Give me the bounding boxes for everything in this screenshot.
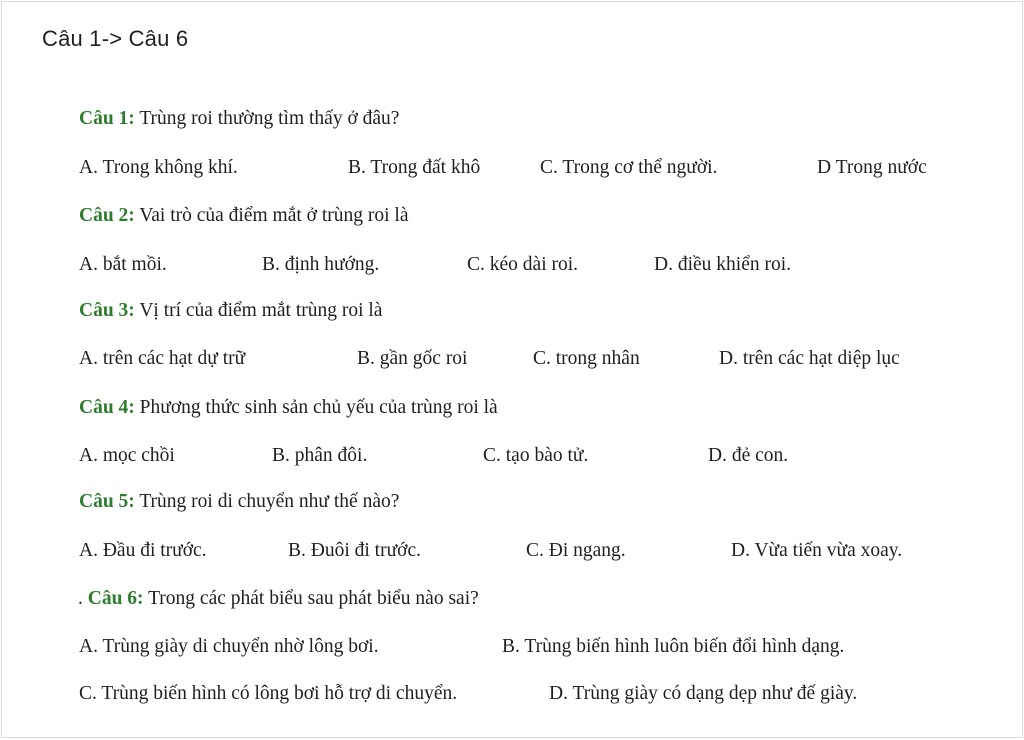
option-1a: A. Trong không khí. — [79, 157, 238, 178]
question-prefix: . — [78, 588, 88, 609]
question-text: Phương thức sinh sản chủ yếu của trùng roi là — [134, 397, 498, 418]
question-4 — [79, 394, 498, 422]
question-2 — [79, 202, 408, 230]
option-3a: A. trên các hạt dự trữ — [79, 348, 246, 369]
question-text: Vai trò của điểm mắt ở trùng roi là — [134, 205, 409, 226]
question-text: Trùng roi thường tìm thấy ở đâu? — [134, 108, 400, 129]
question-number: Câu 6: — [87, 588, 144, 609]
option-1d: D Trong nước — [817, 157, 927, 178]
option-5b: B. Đuôi đi trước. — [288, 540, 421, 561]
option-2b: B. định hướng. — [262, 254, 380, 275]
question-number: Câu 2: — [79, 205, 135, 226]
option-6b: B. Trùng biến hình luôn biến đổi hình dạng. — [502, 636, 845, 657]
document-frame — [1, 1, 1023, 738]
option-2c: C. kéo dài roi. — [467, 254, 579, 275]
option-6c: C. Trùng biến hình có lông bơi hỗ trợ di chuyển. — [79, 683, 458, 704]
option-3c: C. trong nhân — [533, 348, 640, 369]
option-5c: C. Đi ngang. — [526, 540, 626, 561]
question-number: Câu 4: — [79, 397, 135, 418]
question-3 — [79, 297, 382, 325]
option-2a: A. bắt mồi. — [79, 254, 167, 275]
option-1c: C. Trong cơ thể người. — [540, 157, 718, 178]
option-5d: D. Vừa tiến vừa xoay. — [731, 540, 903, 561]
option-6d: D. Trùng giày có dạng dẹp như đế giày. — [549, 683, 858, 704]
question-text: Trong các phát biểu sau phát biểu nào sai? — [143, 588, 479, 609]
question-number: Câu 5: — [79, 491, 135, 512]
option-3d: D. trên các hạt diệp lục — [719, 348, 900, 369]
page-title: Câu 1-> Câu 6 — [42, 26, 189, 51]
option-2d: D. điều khiển roi. — [654, 254, 792, 275]
option-4b: B. phân đôi. — [272, 445, 368, 466]
question-number: Câu 3: — [79, 300, 135, 321]
question-5 — [79, 488, 399, 516]
question-1 — [79, 105, 399, 133]
question-text: Vị trí của điểm mắt trùng roi là — [134, 300, 383, 321]
option-6a: A. Trùng giày di chuyển nhờ lông bơi. — [79, 636, 379, 657]
option-5a: A. Đầu đi trước. — [79, 540, 207, 561]
question-6 — [78, 585, 479, 613]
question-number: Câu 1: — [79, 108, 135, 129]
question-text: Trùng roi di chuyển như thế nào? — [134, 491, 400, 512]
option-4c: C. tạo bào tử. — [483, 445, 589, 466]
option-3b: B. gần gốc roi — [357, 348, 468, 369]
option-4a: A. mọc chồi — [79, 445, 175, 466]
option-4d: D. đẻ con. — [708, 445, 789, 466]
option-1b: B. Trong đất khô — [348, 157, 481, 178]
